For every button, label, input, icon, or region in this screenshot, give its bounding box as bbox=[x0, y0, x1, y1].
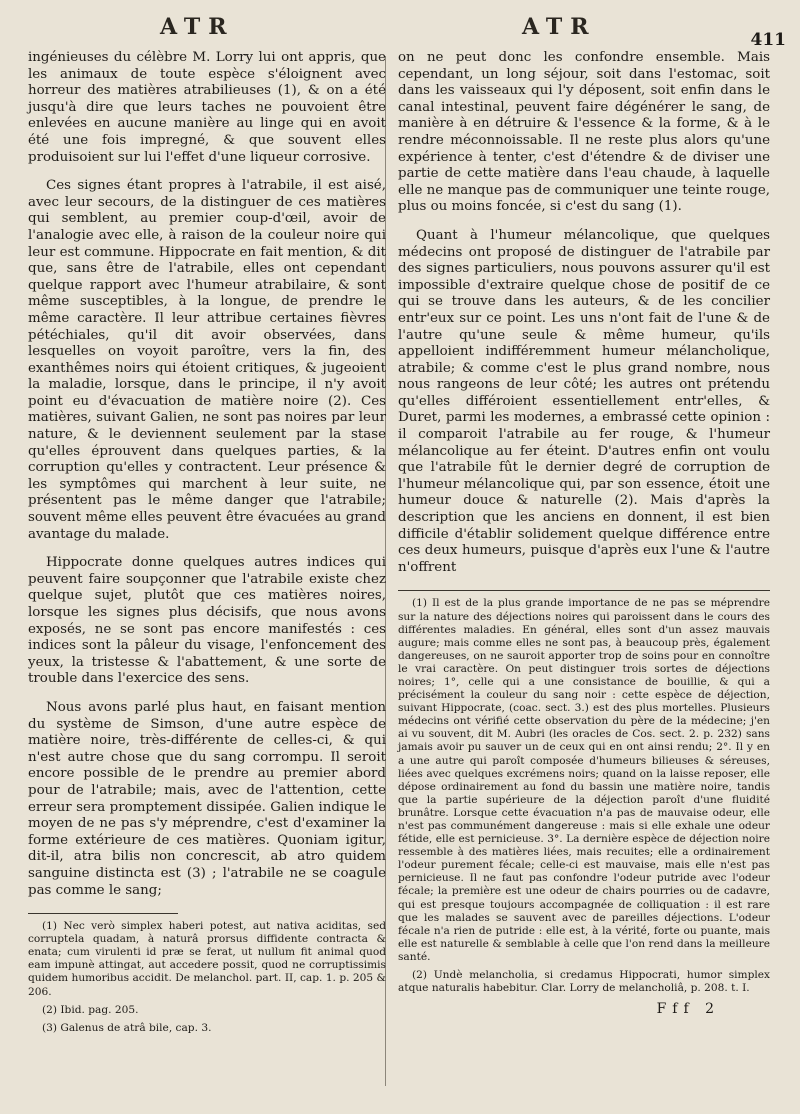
running-head-left: ATR bbox=[160, 14, 235, 40]
left-footnote-1: (1) Nec verò simplex haberi potest, aut nativa aciditas, sed corruptela quadam, à naturâ prorsus diffidente contracta & enata; cum virulenti id præ se ferat, ut nullum fit animal quod eam impunè attingat, aut accedere possit, quod ne corruptissimis quidem humoribus accidit. De melanchol. part. II, cap. 1. p. 205 & 206. bbox=[28, 920, 386, 998]
right-paragraph-1: on ne peut donc les confondre ensemble. Mais cependant, un long séjour, soit dans l'estomac, soit dans les vaisseaux qui l'y déposent, soit enfin dans le canal intestinal, peuvent faire dégénérer le sang, de manière à en détruire & l'essence & la forme, & à le rendre méconnoissable. Il ne reste plus alors qu'une expérience à tenter, c'est d'étendre & de diviser une partie de cette matière dans l'eau chaude, à laquelle elle ne manque pas de communiquer une teinte rouge, plus ou moins foncée, si c'est du sang (1). bbox=[398, 50, 770, 215]
signature-mark: Fff 2 bbox=[656, 1001, 720, 1018]
right-footnotes bbox=[398, 597, 770, 995]
right-column bbox=[398, 50, 770, 1018]
page-number: 411 bbox=[750, 30, 786, 50]
footnote-rule-right bbox=[398, 590, 770, 591]
left-footnote-2: (2) Ibid. pag. 205. bbox=[42, 1003, 139, 1016]
left-column bbox=[28, 50, 386, 1040]
left-paragraph-1: ingénieuses du célèbre M. Lorry lui ont appris, que les animaux de toute espèce s'éloignent avec horreur des matières atrabilieuses (1), & on a été jusqu'à dire que leurs taches ne pouvoient être enlevées en aucune manière au linge qui en avoit été une fois impregné, & que souvent elles produisoient sur lui l'effet d'une liqueur corrosive. bbox=[28, 50, 386, 165]
right-footnote-2: (2) Undè melancholia, si credamus Hippocrati, humor simplex atque naturalis habebitur. Clar. Lorry de melancholiâ, p. 208. t. I. bbox=[398, 969, 770, 995]
left-paragraph-4: Nous avons parlé plus haut, en faisant mention du système de Simson, d'une autre espèce de matière noire, très-différente de celles-ci, & qui n'est autre chose que du sang corrompu. Il seroit encore possible de le prendre au premier abord pour de l'atrabile; mais, avec de l'attention, cette erreur sera promptement dissipée. Galien indique le moyen de ne pas s'y méprendre, c'est d'examiner la forme extérieure de ces matières. Quoniam igitur, dit-il, atra bilis non concrescit, ab atro quidem sanguine distincta est (3) ; l'atrabile ne se coagule pas comme le sang; bbox=[28, 699, 386, 898]
left-footnote-3: (3) Galenus de atrâ bile, cap. 3. bbox=[42, 1021, 212, 1034]
left-footnotes bbox=[28, 920, 386, 1035]
right-footnote-1: (1) Il est de la plus grande importance de ne pas se méprendre sur la nature des déjections noires qui paroissent dans le cours des différentes maladies. En général, elles sont d'un assez mauvais augure; mais comme elles ne sont pas, à beaucoup près, également dangereuses, on ne sauroit apporter trop de soins pour en connoître le vrai caractère. On peut distinguer trois sortes de déjections noires; 1°, celle qui a une consistance de bouillie, & qui a précisément la couleur du sang noir : cette espèce de déjection, suivant Hippocrate, (coac. sect. 3.) est des plus mortelles. Plusieurs médecins ont vérifié cette observation du père de la médecine; j'en ai vu souvent, dit M. Aubri (les oracles de Cos. sect. 2. p. 232) sans jamais avoir pu sauver un de ceux qui en ont ainsi rendu; 2°. Il y en a une autre qui paroît composée d'humeurs bilieuses & séreuses, liées avec quelques excrémens noirs; quand on la laisse reposer, elle dépose ordinairement au fond du bassin une matière noire, tandis que la partie supérieure de la déjection paroît d'une fluidité brunâtre. Lorsque cette évacuation n'a pas de mauvaise odeur, elle n'est pas communément dangereuse : mais si elle exhale une odeur fétide, elle est pernicieuse. 3°. La dernière espèce de déjection noire ressemble à des matières liées, mais recuites; elle a ordinairement l'odeur purement fécale; celle-ci est mauvaise, mais elle n'est pas pernicieuse. Il ne faut pas confondre l'odeur putride avec l'odeur fécale; la première est une odeur de chairs pourries ou de cadavre, qui est presque toujours accompagnée de colliquation : il est rare que les malades se sauvent avec de pareilles déjections. L'odeur fécale n'a rien de putride : elle est, à la vérité, forte ou puante, mais elle est naturelle & semblable à celle que l'on rend dans la meilleure santé. bbox=[398, 597, 770, 963]
left-paragraph-2: Ces signes étant propres à l'atrabile, il est aisé, avec leur secours, de la distinguer de ces matières qui semblent, au premier coup-d'œil, avoir de l'analogie avec elle, à raison de la couleur noire qui leur est commune. Hippocrate en fait mention, & dit que, sans être de l'atrabile, elles ont cependant quelque rapport avec l'humeur atrabilaire, & sont même susceptibles, à la longue, de prendre le même caractère. Il leur attribue certaines fièvres pétéchiales, qu'il dit avoir observées, dans lesquelles on voyoit paroître, vers la fin, des exanthêmes noirs qui étoient critiques, & jugeoient la maladie, lorsque, dans le principe, il n'y avoit point eu d'évacuation de matière noire (2). Ces matières, suivant Galien, ne sont pas noires par leur nature, & le deviennent seulement par la stase qu'elles éprouvent dans quelques parties, & la corruption qu'elles y contractent. Leur présence & les symptômes qui marchent à leur suite, ne présentent pas le même danger que l'atrabile; souvent même elles peuvent être évacuées au grand avantage du malade. bbox=[28, 178, 386, 542]
right-paragraph-2: Quant à l'humeur mélancolique, que quelques médecins ont proposé de distinguer de l'atrabile par des signes particuliers, nous pouvons assurer qu'il est impossible d'extraire quelque chose de positif de ce qui se trouve dans les auteurs, & de les concilier entr'eux sur ce point. Les uns n'ont fait de l'une & de l'autre qu'une seule & même humeur, qu'ils appelloient indifféremment humeur mélancholique, atrabile; & comme c'est le plus grand nombre, nous nous rangeons de leur côté; les autres ont prétendu qu'elles différoient essentiellement entr'elles, & Duret, parmi les modernes, a embrassé cette opinion : il comparoit l'atrabile au fer rouge, & l'humeur mélancolique au fer éteint. D'autres enfin ont voulu que l'atrabile fût le dernier degré de corruption de l'humeur mélancolique qui, par son essence, étoit une humeur douce & naturelle (2). Mais d'après la description que les anciens en donnent, il est bien difficile d'établir solidement quelque différence entre ces deux humeurs, puisque d'après eux l'une & l'autre n'offrent bbox=[398, 227, 770, 575]
running-head-right: ATR bbox=[522, 14, 597, 40]
footnote-rule-left bbox=[28, 913, 178, 914]
left-paragraph-3: Hippocrate donne quelques autres indices qui peuvent faire soupçonner que l'atrabile existe chez quelque sujet, plutôt que ces matières noires, lorsque les signes plus décisifs, que nous avons exposés, ne se sont pas encore manifestés : ces indices sont la pâleur du visage, l'enfoncement des yeux, la tristesse & l'abattement, & une sorte de trouble dans l'exercice des sens. bbox=[28, 555, 386, 687]
